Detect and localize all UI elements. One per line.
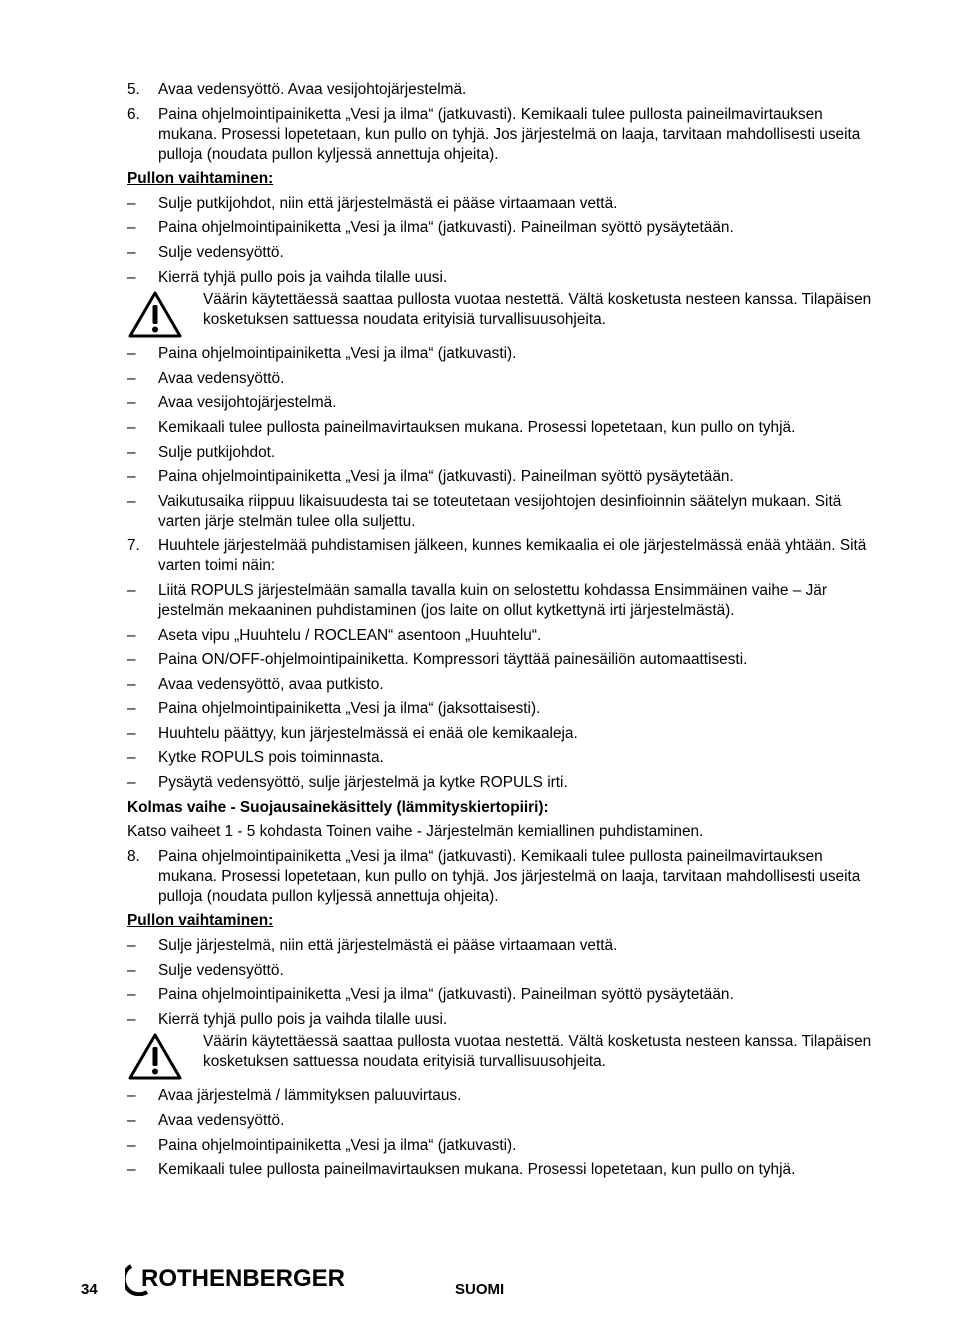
list-item [127, 443, 872, 463]
list-item [127, 344, 872, 364]
list-item [127, 699, 872, 719]
warning-triangle-icon [127, 1032, 183, 1082]
list-marker: – [127, 492, 136, 510]
list-marker: – [127, 268, 136, 286]
list-item-text: Avaa vedensyöttö, avaa putkisto. [158, 675, 384, 693]
list-item-text: Avaa vedensyöttö. [158, 369, 285, 387]
list-marker: – [127, 675, 136, 693]
list-marker: – [127, 243, 136, 261]
page-number: 34 [81, 1281, 98, 1298]
section-heading: Pullon vaihtaminen: [127, 170, 274, 188]
warning-triangle-icon [127, 290, 183, 340]
list-item-text: Avaa järjestelmä / lämmityksen paluuvirtaus. [158, 1087, 462, 1105]
list-marker: – [127, 443, 136, 461]
list-item [127, 369, 872, 389]
list-marker: – [127, 345, 136, 363]
list-item-text: Paina ohjelmointipainiketta „Vesi ja ilma“ (jatkuvasti). [158, 345, 517, 363]
list-item-text: Kytke ROPULS pois toiminnasta. [158, 749, 384, 767]
list-item-text: Kemikaali tulee pullosta paineilmavirtauksen mukana. Prosessi lopetetaan, kun pullo on tyhjä. [158, 1161, 796, 1179]
list-item [127, 650, 872, 670]
list-marker: – [127, 468, 136, 486]
list-item [127, 492, 872, 532]
document-body [127, 80, 872, 1185]
section-heading: Kolmas vaihe - Suojausainekäsittely (lämmityskiertopiiri): [127, 798, 549, 816]
list-item-text: Paina ohjelmointipainiketta „Vesi ja ilma“ (jatkuvasti). [158, 1136, 517, 1154]
list-item [127, 80, 872, 100]
list-item-text: Pysäytä vedensyöttö, sulje järjestelmä ja kytke ROPULS irti. [158, 774, 568, 792]
list-item [127, 393, 872, 413]
list-marker: – [127, 581, 136, 599]
list-item-text: Aseta vipu „Huuhtelu / ROCLEAN“ asentoon „Huuhtelu“. [158, 626, 542, 644]
list-item [127, 936, 872, 956]
list-marker: – [127, 651, 136, 669]
list-item [127, 961, 872, 981]
list-marker: 5. [127, 81, 140, 98]
list-marker: – [127, 986, 136, 1004]
list-item [127, 626, 872, 646]
list-item [127, 581, 872, 621]
paragraph: Katso vaiheet 1 - 5 kohdasta Toinen vaihe - Järjestelmän kemiallinen puhdistaminen. [127, 823, 704, 841]
list-marker: – [127, 961, 136, 979]
list-marker: – [127, 626, 136, 644]
footer-language: SUOMI [455, 1281, 505, 1298]
list-marker: – [127, 749, 136, 767]
list-item-text: Paina ohjelmointipainiketta „Vesi ja ilma“ (jatkuvasti). Kemikaali tulee pullosta paineilmavirtauksen mukana. Prosessi lopetetaan, kun pullo on tyhjä. Jos järjestelmä on laaja, tarvitaan mahdollisesti useita pulloja (noudata pullon kyljessä annettuja ohjeita). [158, 105, 861, 163]
list-item [127, 194, 872, 214]
list-marker: – [127, 1136, 136, 1154]
list-item [127, 1111, 872, 1131]
list-item [127, 105, 872, 165]
list-item [127, 536, 872, 576]
list-item-text: Vaikutusaika riippuu likaisuudesta tai se toteutetaan vesijohtojen desinfioinnin säätelyn mukaan. Sitä varten järje stelmän tulee olla suljettu. [158, 492, 842, 530]
list-marker: – [127, 724, 136, 742]
list-item-text: Paina ohjelmointipainiketta „Vesi ja ilma“ (jaksottaisesti). [158, 700, 541, 718]
list-item-text: Paina ohjelmointipainiketta „Vesi ja ilma“ (jatkuvasti). Paineilman syöttö pysäytetään. [158, 468, 734, 486]
list-item [127, 1136, 872, 1156]
list-marker: – [127, 194, 136, 212]
list-item [127, 218, 872, 238]
list-item [127, 847, 872, 907]
list-marker: – [127, 1112, 136, 1129]
list-marker: – [127, 1087, 136, 1105]
list-item [127, 243, 872, 263]
list-item-text: Avaa vedensyöttö. Avaa vesijohtojärjestelmä. [158, 81, 467, 98]
warning-notice [127, 290, 872, 340]
list-marker: – [127, 394, 136, 412]
list-item [127, 724, 872, 744]
rothenberger-logo [125, 1262, 365, 1296]
list-marker: – [127, 418, 136, 436]
list-marker: 7. [127, 537, 140, 555]
list-item-text: Paina ON/OFF-ohjelmointipainiketta. Kompressori täyttää painesäiliön automaattisesti. [158, 651, 748, 669]
list-marker: – [127, 369, 136, 387]
warning-notice [127, 1032, 872, 1082]
list-item [127, 773, 872, 793]
list-item [127, 748, 872, 768]
list-item [127, 675, 872, 695]
list-item-text: Sulje putkijohdot. [158, 443, 276, 461]
list-marker: – [127, 937, 136, 955]
list-item-text: Huuhtelu päättyy, kun järjestelmässä ei enää ole kemikaaleja. [158, 724, 578, 742]
list-item-text: Huuhtele järjestelmää puhdistamisen jälkeen, kunnes kemikaalia ei ole järjestelmässä enää yhtään. Sitä varten toimi näin: [158, 537, 867, 575]
list-item-text: Sulje vedensyöttö. [158, 961, 284, 979]
list-item-text: Avaa vedensyöttö. [158, 1112, 285, 1129]
logo-text: ROTHENBERGER [141, 1265, 346, 1292]
list-item-text: Sulje putkijohdot, niin että järjestelmästä ei pääse virtaamaan vettä. [158, 194, 618, 212]
list-item-text: Avaa vesijohtojärjestelmä. [158, 394, 337, 412]
list-item [127, 1086, 872, 1106]
list-marker: – [127, 1161, 136, 1179]
list-item-text: Kierrä tyhjä pullo pois ja vaihda tilalle uusi. [158, 1010, 448, 1028]
list-item [127, 418, 872, 438]
list-marker: 8. [127, 847, 140, 865]
list-item-text: Sulje järjestelmä, niin että järjestelmästä ei pääse virtaamaan vettä. [158, 937, 618, 955]
section-heading: Pullon vaihtaminen: [127, 912, 274, 930]
list-marker: – [127, 700, 136, 718]
list-item [127, 467, 872, 487]
list-item-text: Sulje vedensyöttö. [158, 243, 284, 261]
list-marker: – [127, 1010, 136, 1028]
list-item [127, 1010, 872, 1030]
list-item-text: Kemikaali tulee pullosta paineilmavirtauksen mukana. Prosessi lopetetaan, kun pullo on tyhjä. [158, 418, 796, 436]
warning-text: Väärin käytettäessä saattaa pullosta vuotaa nestettä. Vältä kosketusta nesteen kanssa. Tilapäisen kosketuksen sattuessa noudata erityisiä turvallisuusohjeita. [203, 1033, 872, 1071]
list-item-text: Liitä ROPULS järjestelmään samalla tavalla kuin on selostettu kohdassa Ensimmäinen vaihe – Jär jestelmän mekaaninen puhdistaminen (jos laite on ollut kytkettynä irti järjestelmästä). [158, 581, 827, 619]
list-item [127, 985, 872, 1005]
list-item [127, 268, 872, 288]
list-marker: – [127, 219, 136, 237]
warning-text: Väärin käytettäessä saattaa pullosta vuotaa nestettä. Vältä kosketusta nesteen kanssa. Tilapäisen kosketuksen sattuessa noudata erityisiä turvallisuusohjeita. [203, 291, 872, 329]
list-marker: – [127, 774, 136, 792]
list-item-text: Paina ohjelmointipainiketta „Vesi ja ilma“ (jatkuvasti). Paineilman syöttö pysäytetään. [158, 986, 734, 1004]
list-marker: 6. [127, 105, 140, 123]
list-item [127, 1160, 872, 1180]
list-item-text: Paina ohjelmointipainiketta „Vesi ja ilma“ (jatkuvasti). Paineilman syöttö pysäytetään. [158, 219, 734, 237]
list-item-text: Paina ohjelmointipainiketta „Vesi ja ilma“ (jatkuvasti). Kemikaali tulee pullosta paineilmavirtauksen mukana. Prosessi lopetetaan, kun pullo on tyhjä. Jos järjestelmä on laaja, tarvitaan mahdollisesti useita pulloja (noudata pullon kyljessä annettuja ohjeita). [158, 847, 861, 905]
list-item-text: Kierrä tyhjä pullo pois ja vaihda tilalle uusi. [158, 268, 448, 286]
